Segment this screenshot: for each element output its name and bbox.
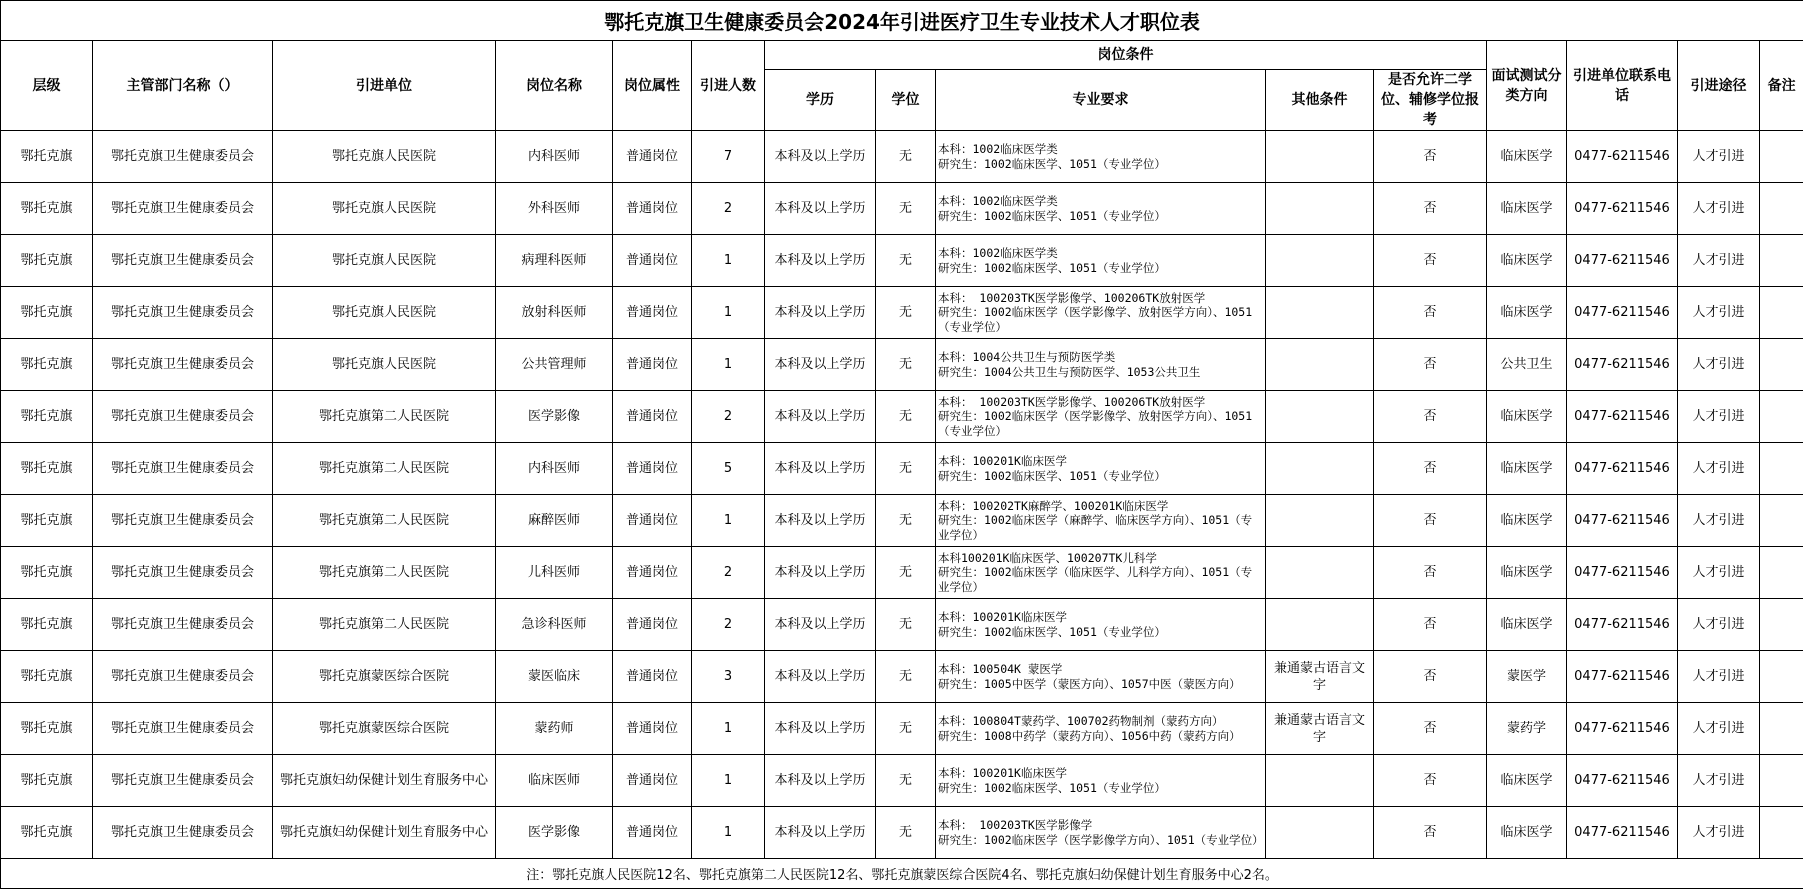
cell-count: 2: [692, 547, 765, 599]
cell-attr: 普通岗位: [613, 547, 692, 599]
header-conditions: 岗位条件: [765, 41, 1487, 70]
header-count: 引进人数: [692, 41, 765, 131]
cell-second-degree: 否: [1374, 755, 1487, 807]
cell-phone: 0477-6211546: [1567, 807, 1678, 859]
cell-second-degree: 否: [1374, 651, 1487, 703]
cell-edu: 本科及以上学历: [765, 235, 876, 287]
header-attr: 岗位属性: [613, 41, 692, 131]
cell-other: [1266, 807, 1374, 859]
cell-phone: 0477-6211546: [1567, 339, 1678, 391]
cell-interview: 蒙药学: [1487, 703, 1567, 755]
cell-edu: 本科及以上学历: [765, 651, 876, 703]
cell-edu: 本科及以上学历: [765, 807, 876, 859]
table-body: [1, 131, 1803, 859]
cell-route: 人才引进: [1678, 807, 1760, 859]
table-row: [1, 391, 1803, 443]
cell-remark: [1760, 599, 1803, 651]
cell-major: [936, 495, 1266, 547]
cell-second-degree: 否: [1374, 287, 1487, 339]
cell-post: 蒙医临床: [496, 651, 613, 703]
cell-edu: 本科及以上学历: [765, 755, 876, 807]
cell-post: 急诊科医师: [496, 599, 613, 651]
cell-unit: 鄂托克旗人民医院: [273, 235, 496, 287]
cell-edu: 本科及以上学历: [765, 599, 876, 651]
cell-unit: 鄂托克旗第二人民医院: [273, 547, 496, 599]
cell-remark: [1760, 703, 1803, 755]
cell-count: 2: [692, 183, 765, 235]
major-line: 本科：1002临床医学类: [938, 142, 1263, 157]
major-line: 研究生：1002临床医学、1051（专业学位）: [938, 469, 1263, 484]
header-level: 层级: [1, 41, 93, 131]
cell-major: [936, 339, 1266, 391]
cell-phone: 0477-6211546: [1567, 183, 1678, 235]
cell-route: 人才引进: [1678, 391, 1760, 443]
cell-count: 1: [692, 235, 765, 287]
cell-degree: 无: [876, 391, 936, 443]
cell-count: 3: [692, 651, 765, 703]
table-row: [1, 131, 1803, 183]
table-row: [1, 339, 1803, 391]
cell-second-degree: 否: [1374, 547, 1487, 599]
cell-interview: 临床医学: [1487, 391, 1567, 443]
cell-interview: 临床医学: [1487, 807, 1567, 859]
cell-degree: 无: [876, 183, 936, 235]
header-second-degree: 是否允许二学位、辅修学位报考: [1374, 70, 1487, 131]
header-major: 专业要求: [936, 70, 1266, 131]
cell-route: 人才引进: [1678, 131, 1760, 183]
cell-interview: 公共卫生: [1487, 339, 1567, 391]
cell-edu: 本科及以上学历: [765, 131, 876, 183]
cell-dept: 鄂托克旗卫生健康委员会: [93, 495, 273, 547]
cell-second-degree: 否: [1374, 391, 1487, 443]
cell-post: 病理科医师: [496, 235, 613, 287]
cell-phone: 0477-6211546: [1567, 599, 1678, 651]
cell-dept: 鄂托克旗卫生健康委员会: [93, 443, 273, 495]
cell-second-degree: 否: [1374, 339, 1487, 391]
table-row: [1, 183, 1803, 235]
table-row: [1, 547, 1803, 599]
cell-second-degree: 否: [1374, 495, 1487, 547]
cell-interview: 临床医学: [1487, 235, 1567, 287]
cell-level: 鄂托克旗: [1, 183, 93, 235]
cell-unit: 鄂托克旗第二人民医院: [273, 443, 496, 495]
cell-other: [1266, 443, 1374, 495]
cell-post: 儿科医师: [496, 547, 613, 599]
cell-other: [1266, 287, 1374, 339]
cell-level: 鄂托克旗: [1, 443, 93, 495]
table-row: [1, 443, 1803, 495]
major-line: 研究生：1002临床医学、1051（专业学位）: [938, 781, 1263, 796]
major-line: 本科：100804T蒙药学、100702药物制剂（蒙药方向）: [938, 714, 1263, 729]
cell-level: 鄂托克旗: [1, 287, 93, 339]
cell-attr: 普通岗位: [613, 131, 692, 183]
cell-unit: 鄂托克旗蒙医综合医院: [273, 651, 496, 703]
header-route: 引进途径: [1678, 41, 1760, 131]
major-line: 本科： 100203TK医学影像学、100206TK放射医学: [938, 395, 1263, 410]
cell-phone: 0477-6211546: [1567, 703, 1678, 755]
cell-count: 2: [692, 599, 765, 651]
table-row: [1, 495, 1803, 547]
cell-level: 鄂托克旗: [1, 807, 93, 859]
cell-other: [1266, 755, 1374, 807]
cell-level: 鄂托克旗: [1, 547, 93, 599]
cell-attr: 普通岗位: [613, 651, 692, 703]
cell-attr: 普通岗位: [613, 703, 692, 755]
table-row: [1, 599, 1803, 651]
cell-other: [1266, 599, 1374, 651]
cell-attr: 普通岗位: [613, 807, 692, 859]
cell-phone: 0477-6211546: [1567, 547, 1678, 599]
major-line: 本科：100202TK麻醉学、100201K临床医学: [938, 499, 1263, 514]
cell-dept: 鄂托克旗卫生健康委员会: [93, 183, 273, 235]
cell-remark: [1760, 183, 1803, 235]
cell-attr: 普通岗位: [613, 287, 692, 339]
major-line: 本科100201K临床医学、100207TK儿科学: [938, 551, 1263, 566]
cell-phone: 0477-6211546: [1567, 287, 1678, 339]
major-line: 研究生：1002临床医学（医学影像学、放射医学方向）、1051（专业学位）: [938, 409, 1263, 438]
cell-remark: [1760, 547, 1803, 599]
cell-level: 鄂托克旗: [1, 131, 93, 183]
cell-route: 人才引进: [1678, 339, 1760, 391]
cell-remark: [1760, 131, 1803, 183]
cell-degree: 无: [876, 807, 936, 859]
header-phone: 引进单位联系电话: [1567, 41, 1678, 131]
cell-other: 兼通蒙古语言文字: [1266, 703, 1374, 755]
major-line: 研究生：1002临床医学、1051（专业学位）: [938, 209, 1263, 224]
major-line: 本科： 100203TK医学影像学: [938, 818, 1263, 833]
cell-other: [1266, 339, 1374, 391]
cell-unit: 鄂托克旗人民医院: [273, 339, 496, 391]
major-line: 研究生：1002临床医学、1051（专业学位）: [938, 261, 1263, 276]
cell-level: 鄂托克旗: [1, 339, 93, 391]
cell-major: [936, 807, 1266, 859]
cell-other: [1266, 183, 1374, 235]
cell-remark: [1760, 755, 1803, 807]
cell-major: [936, 651, 1266, 703]
cell-dept: 鄂托克旗卫生健康委员会: [93, 807, 273, 859]
cell-second-degree: 否: [1374, 235, 1487, 287]
cell-post: 外科医师: [496, 183, 613, 235]
major-line: 研究生：1002临床医学（临床医学、儿科学方向）、1051（专业学位）: [938, 565, 1263, 594]
cell-route: 人才引进: [1678, 703, 1760, 755]
cell-second-degree: 否: [1374, 599, 1487, 651]
header-other: 其他条件: [1266, 70, 1374, 131]
cell-edu: 本科及以上学历: [765, 183, 876, 235]
major-line: 研究生：1002临床医学（麻醉学、临床医学方向）、1051（专业学位）: [938, 513, 1263, 542]
cell-dept: 鄂托克旗卫生健康委员会: [93, 287, 273, 339]
header-degree: 学位: [876, 70, 936, 131]
cell-remark: [1760, 287, 1803, 339]
cell-dept: 鄂托克旗卫生健康委员会: [93, 391, 273, 443]
table-row: [1, 287, 1803, 339]
cell-level: 鄂托克旗: [1, 391, 93, 443]
cell-dept: 鄂托克旗卫生健康委员会: [93, 547, 273, 599]
table-row: [1, 807, 1803, 859]
cell-degree: 无: [876, 235, 936, 287]
cell-unit: 鄂托克旗妇幼保健计划生育服务中心: [273, 755, 496, 807]
major-line: 研究生：1004公共卫生与预防医学、1053公共卫生: [938, 365, 1263, 380]
header-interview: 面试测试分类方向: [1487, 41, 1567, 131]
cell-level: 鄂托克旗: [1, 599, 93, 651]
cell-post: 内科医师: [496, 131, 613, 183]
major-line: 本科：100201K临床医学: [938, 454, 1263, 469]
cell-dept: 鄂托克旗卫生健康委员会: [93, 339, 273, 391]
cell-major: [936, 547, 1266, 599]
cell-degree: 无: [876, 339, 936, 391]
cell-unit: 鄂托克旗妇幼保健计划生育服务中心: [273, 807, 496, 859]
major-line: 本科：1004公共卫生与预防医学类: [938, 350, 1263, 365]
cell-count: 1: [692, 755, 765, 807]
major-line: 研究生：1002临床医学（医学影像学方向）、1051（专业学位）: [938, 833, 1263, 848]
cell-second-degree: 否: [1374, 183, 1487, 235]
cell-interview: 临床医学: [1487, 599, 1567, 651]
cell-remark: [1760, 391, 1803, 443]
cell-second-degree: 否: [1374, 807, 1487, 859]
cell-remark: [1760, 651, 1803, 703]
cell-route: 人才引进: [1678, 651, 1760, 703]
table-row: [1, 703, 1803, 755]
cell-interview: 临床医学: [1487, 287, 1567, 339]
footnote: 注：鄂托克旗人民医院12名、鄂托克旗第二人民医院12名、鄂托克旗蒙医综合医院4名、鄂托克旗妇幼保健计划生育服务中心2名。: [1, 859, 1803, 889]
cell-post: 医学影像: [496, 391, 613, 443]
major-line: 本科：100201K临床医学: [938, 610, 1263, 625]
cell-phone: 0477-6211546: [1567, 131, 1678, 183]
cell-post: 内科医师: [496, 443, 613, 495]
cell-route: 人才引进: [1678, 287, 1760, 339]
cell-other: [1266, 547, 1374, 599]
cell-second-degree: 否: [1374, 703, 1487, 755]
cell-dept: 鄂托克旗卫生健康委员会: [93, 131, 273, 183]
cell-interview: 临床医学: [1487, 755, 1567, 807]
cell-major: [936, 183, 1266, 235]
cell-post: 蒙药师: [496, 703, 613, 755]
cell-major: [936, 391, 1266, 443]
cell-count: 1: [692, 339, 765, 391]
cell-phone: 0477-6211546: [1567, 443, 1678, 495]
cell-edu: 本科及以上学历: [765, 339, 876, 391]
cell-degree: 无: [876, 443, 936, 495]
major-line: 研究生：1005中医学（蒙医方向）、1057中医（蒙医方向）: [938, 677, 1263, 692]
major-line: 研究生：1002临床医学、1051（专业学位）: [938, 625, 1263, 640]
major-line: 本科： 100203TK医学影像学、100206TK放射医学: [938, 291, 1263, 306]
cell-other: [1266, 235, 1374, 287]
cell-attr: 普通岗位: [613, 755, 692, 807]
cell-phone: 0477-6211546: [1567, 755, 1678, 807]
cell-degree: 无: [876, 287, 936, 339]
cell-degree: 无: [876, 131, 936, 183]
cell-degree: 无: [876, 703, 936, 755]
cell-dept: 鄂托克旗卫生健康委员会: [93, 235, 273, 287]
page-title: 鄂托克旗卫生健康委员会2024年引进医疗卫生专业技术人才职位表: [1, 1, 1803, 41]
cell-count: 1: [692, 807, 765, 859]
header-edu: 学历: [765, 70, 876, 131]
table-row: [1, 755, 1803, 807]
cell-major: [936, 443, 1266, 495]
cell-phone: 0477-6211546: [1567, 651, 1678, 703]
cell-count: 7: [692, 131, 765, 183]
cell-unit: 鄂托克旗蒙医综合医院: [273, 703, 496, 755]
cell-second-degree: 否: [1374, 131, 1487, 183]
major-line: 本科：100201K临床医学: [938, 766, 1263, 781]
cell-phone: 0477-6211546: [1567, 391, 1678, 443]
major-line: 本科：100504K 蒙医学: [938, 662, 1263, 677]
cell-other: 兼通蒙古语言文字: [1266, 651, 1374, 703]
header-remark: 备注: [1760, 41, 1803, 131]
cell-attr: 普通岗位: [613, 599, 692, 651]
cell-dept: 鄂托克旗卫生健康委员会: [93, 651, 273, 703]
cell-attr: 普通岗位: [613, 235, 692, 287]
cell-unit: 鄂托克旗第二人民医院: [273, 599, 496, 651]
cell-other: [1266, 391, 1374, 443]
cell-route: 人才引进: [1678, 495, 1760, 547]
cell-remark: [1760, 339, 1803, 391]
cell-phone: 0477-6211546: [1567, 235, 1678, 287]
table-row: [1, 651, 1803, 703]
cell-dept: 鄂托克旗卫生健康委员会: [93, 755, 273, 807]
cell-edu: 本科及以上学历: [765, 287, 876, 339]
cell-count: 2: [692, 391, 765, 443]
cell-other: [1266, 131, 1374, 183]
cell-interview: 蒙医学: [1487, 651, 1567, 703]
cell-post: 放射科医师: [496, 287, 613, 339]
cell-second-degree: 否: [1374, 443, 1487, 495]
major-line: 研究生：1008中药学（蒙药方向）、1056中药（蒙药方向）: [938, 729, 1263, 744]
cell-remark: [1760, 807, 1803, 859]
cell-remark: [1760, 235, 1803, 287]
cell-dept: 鄂托克旗卫生健康委员会: [93, 599, 273, 651]
cell-degree: 无: [876, 495, 936, 547]
header-unit: 引进单位: [273, 41, 496, 131]
cell-count: 1: [692, 495, 765, 547]
cell-attr: 普通岗位: [613, 183, 692, 235]
cell-unit: 鄂托克旗人民医院: [273, 131, 496, 183]
cell-edu: 本科及以上学历: [765, 495, 876, 547]
cell-interview: 临床医学: [1487, 443, 1567, 495]
cell-level: 鄂托克旗: [1, 755, 93, 807]
header-dept: 主管部门名称（）: [93, 41, 273, 131]
cell-major: [936, 599, 1266, 651]
major-line: 本科：1002临床医学类: [938, 194, 1263, 209]
cell-dept: 鄂托克旗卫生健康委员会: [93, 703, 273, 755]
cell-route: 人才引进: [1678, 547, 1760, 599]
cell-major: [936, 287, 1266, 339]
cell-route: 人才引进: [1678, 599, 1760, 651]
cell-route: 人才引进: [1678, 183, 1760, 235]
cell-unit: 鄂托克旗第二人民医院: [273, 495, 496, 547]
cell-route: 人才引进: [1678, 235, 1760, 287]
cell-interview: 临床医学: [1487, 131, 1567, 183]
cell-degree: 无: [876, 755, 936, 807]
cell-remark: [1760, 443, 1803, 495]
cell-unit: 鄂托克旗人民医院: [273, 287, 496, 339]
cell-interview: 临床医学: [1487, 547, 1567, 599]
major-line: 研究生：1002临床医学（医学影像学、放射医学方向）、1051（专业学位）: [938, 305, 1263, 334]
cell-degree: 无: [876, 651, 936, 703]
cell-interview: 临床医学: [1487, 495, 1567, 547]
cell-level: 鄂托克旗: [1, 235, 93, 287]
cell-unit: 鄂托克旗人民医院: [273, 183, 496, 235]
cell-post: 公共管理师: [496, 339, 613, 391]
cell-attr: 普通岗位: [613, 391, 692, 443]
major-line: 本科：1002临床医学类: [938, 246, 1263, 261]
cell-level: 鄂托克旗: [1, 495, 93, 547]
cell-edu: 本科及以上学历: [765, 391, 876, 443]
cell-phone: 0477-6211546: [1567, 495, 1678, 547]
cell-attr: 普通岗位: [613, 443, 692, 495]
cell-remark: [1760, 495, 1803, 547]
cell-count: 1: [692, 287, 765, 339]
cell-major: [936, 755, 1266, 807]
cell-edu: 本科及以上学历: [765, 703, 876, 755]
cell-degree: 无: [876, 547, 936, 599]
cell-other: [1266, 495, 1374, 547]
cell-attr: 普通岗位: [613, 339, 692, 391]
cell-level: 鄂托克旗: [1, 651, 93, 703]
cell-major: [936, 235, 1266, 287]
cell-post: 临床医师: [496, 755, 613, 807]
cell-edu: 本科及以上学历: [765, 547, 876, 599]
cell-attr: 普通岗位: [613, 495, 692, 547]
header-post: 岗位名称: [496, 41, 613, 131]
cell-unit: 鄂托克旗第二人民医院: [273, 391, 496, 443]
table-row: [1, 235, 1803, 287]
cell-count: 1: [692, 703, 765, 755]
cell-major: [936, 703, 1266, 755]
major-line: 研究生：1002临床医学、1051（专业学位）: [938, 157, 1263, 172]
cell-count: 5: [692, 443, 765, 495]
cell-degree: 无: [876, 599, 936, 651]
cell-major: [936, 131, 1266, 183]
cell-interview: 临床医学: [1487, 183, 1567, 235]
cell-route: 人才引进: [1678, 755, 1760, 807]
cell-route: 人才引进: [1678, 443, 1760, 495]
cell-edu: 本科及以上学历: [765, 443, 876, 495]
cell-level: 鄂托克旗: [1, 703, 93, 755]
cell-post: 医学影像: [496, 807, 613, 859]
cell-post: 麻醉医师: [496, 495, 613, 547]
